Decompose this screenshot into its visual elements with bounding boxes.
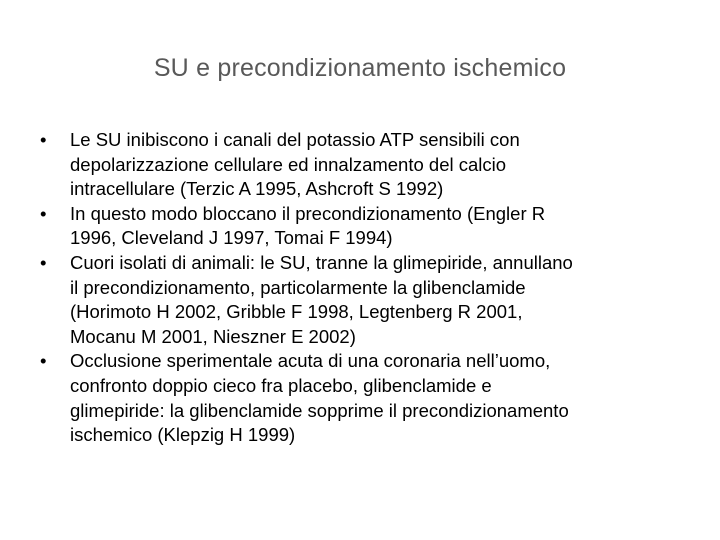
bullet-text-line: depolarizzazione cellulare ed innalzamento del calcio xyxy=(70,153,507,175)
bullet-text-line: Cuori isolati di animali: le SU, tranne la glimepiride, annullano xyxy=(70,251,573,273)
bullet-dot-icon: • xyxy=(40,350,47,372)
bullet-dot-icon: • xyxy=(40,202,47,224)
bullet-item xyxy=(40,202,688,251)
bullet-text-line: Mocanu M 2001, Nieszner E 2002) xyxy=(70,325,356,347)
bullet-item xyxy=(40,349,688,447)
bullet-list xyxy=(40,128,688,448)
bullet-text-line: il precondizionamento, particolarmente la glibenclamide xyxy=(70,276,526,298)
bullet-text-line: Occlusione sperimentale acuta di una coronaria nell’uomo, xyxy=(70,350,551,372)
bullet-text-line: (Horimoto H 2002, Gribble F 1998, Legtenberg R 2001, xyxy=(70,301,523,323)
bullet-item xyxy=(40,128,688,202)
bullet-dot-icon: • xyxy=(40,129,47,150)
bullet-text-line: intracellulare (Terzic A 1995, Ashcroft S 1992) xyxy=(70,178,444,200)
bullet-dot-icon: • xyxy=(40,251,47,273)
bullet-text-line: Le SU inibiscono i canali del potassio ATP sensibili con xyxy=(70,129,520,150)
bullet-text-line: glimepiride: la glibenclamide sopprime il precondizionamento xyxy=(70,399,569,421)
bullet-text-line: In questo modo bloccano il precondizionamento (Engler R xyxy=(70,202,546,224)
bullet-item xyxy=(40,251,688,349)
bullet-text-line: confronto doppio cieco fra placebo, glibenclamide e xyxy=(70,374,492,396)
bullet-text-line: 1996, Cleveland J 1997, Tomai F 1994) xyxy=(70,227,393,249)
slide-title: SU e precondizionamento ischemico xyxy=(153,54,567,82)
bullet-text-line: ischemico (Klepzig H 1999) xyxy=(70,424,296,446)
